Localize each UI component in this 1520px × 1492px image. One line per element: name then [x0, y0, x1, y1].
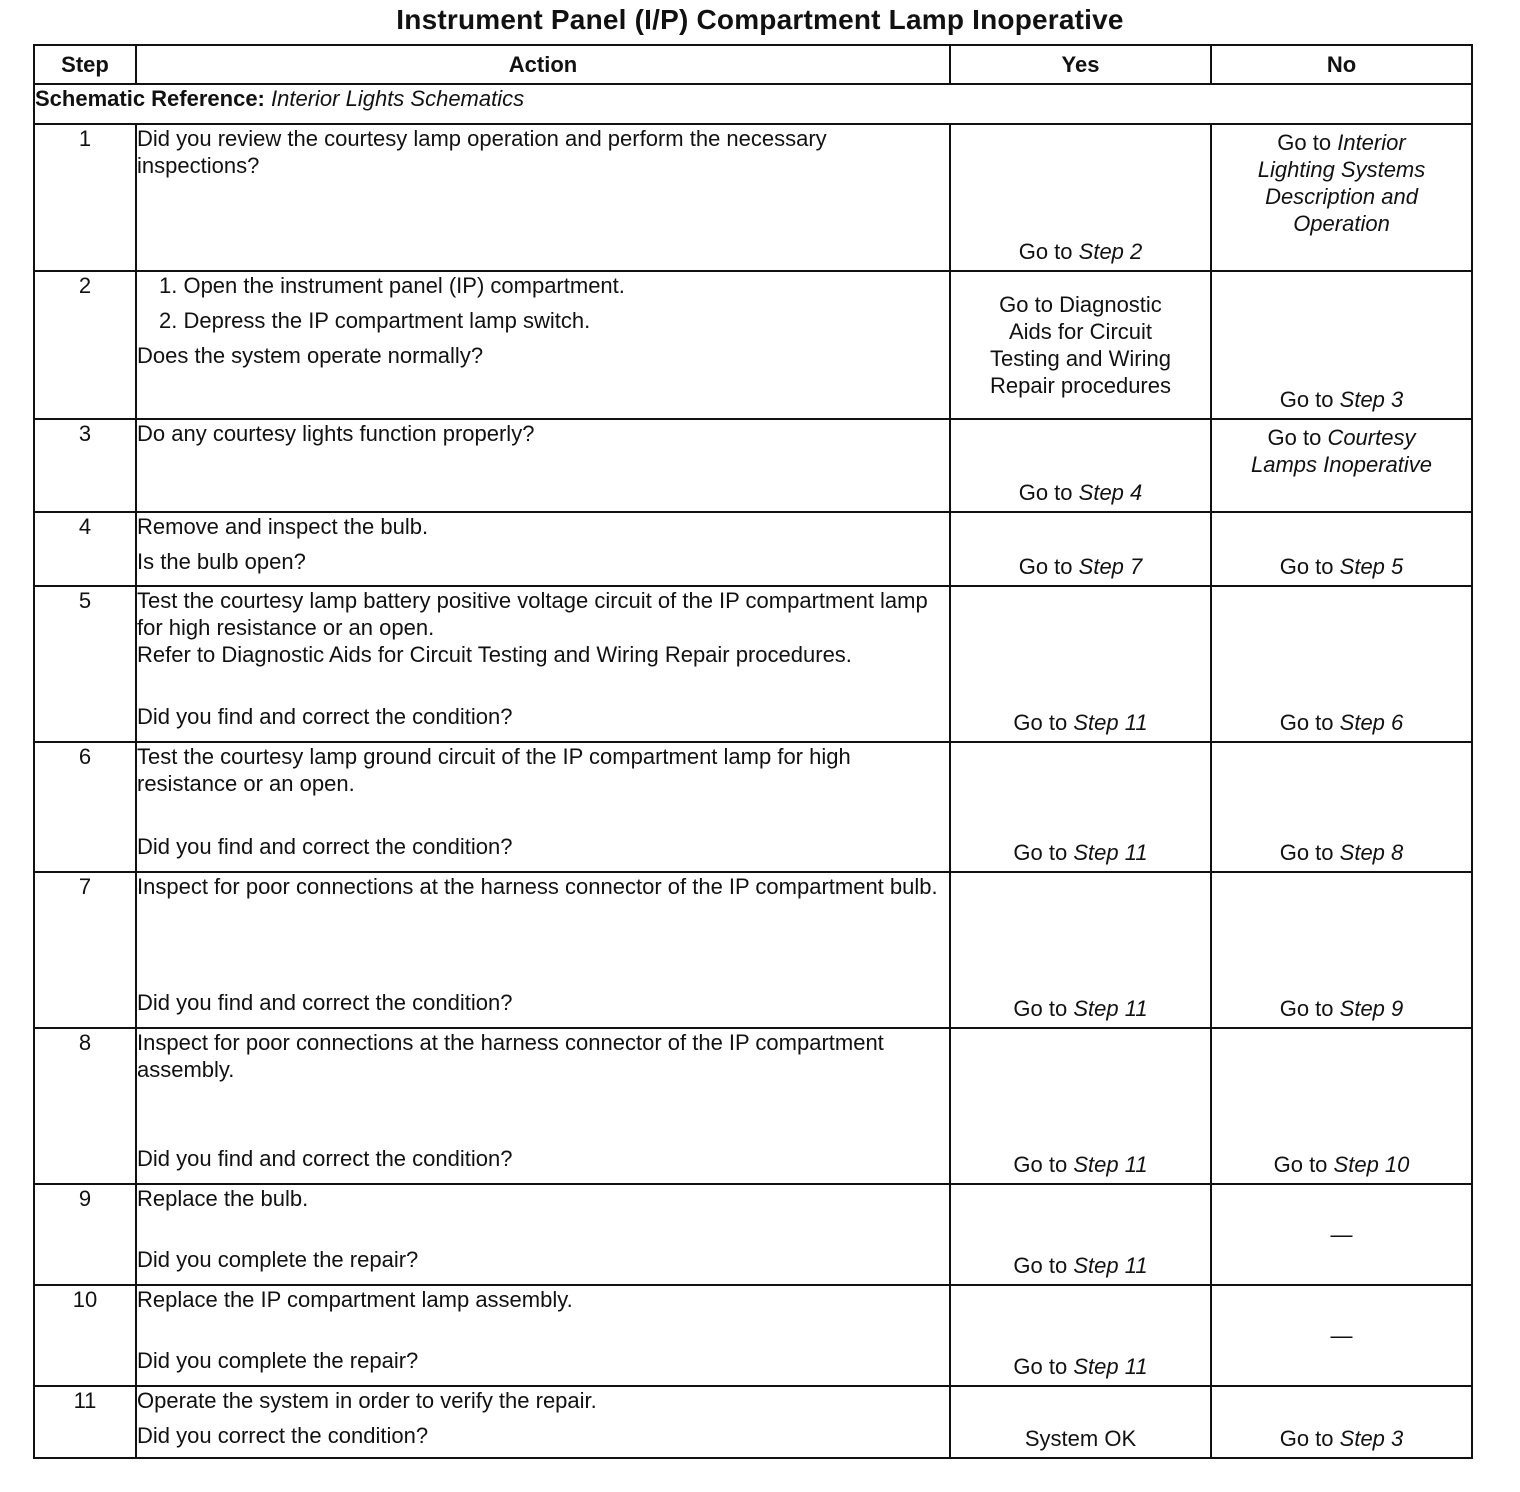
yes-cell [950, 271, 1211, 419]
action-text: Remove and inspect the bulb. [137, 514, 429, 539]
yes-target: Step 11 [1073, 1253, 1148, 1278]
action-question: Did you correct the condition? [137, 1423, 429, 1448]
diagnostic-table [33, 44, 1473, 1459]
step-number: 3 [34, 419, 136, 512]
action-question: Is the bulb open? [137, 549, 306, 574]
no-target: Step 5 [1339, 554, 1404, 579]
yes-line: Go to Diagnostic [999, 291, 1162, 317]
action-cell [136, 1028, 950, 1184]
table-row [34, 1285, 1472, 1386]
action-question: Did you complete the repair? [137, 1348, 419, 1373]
table-row [34, 1386, 1472, 1458]
table-row [34, 872, 1472, 1028]
yes-cell [950, 586, 1211, 742]
yes-cell [950, 1028, 1211, 1184]
header-row [34, 45, 1472, 84]
goto-label: Go to [1267, 425, 1322, 450]
schematic-label: Schematic Reference: [35, 86, 265, 111]
goto-label: Go to [1279, 840, 1334, 865]
goto-label: Go to [1277, 130, 1332, 155]
no-target: Step 10 [1333, 1152, 1410, 1177]
no-cell [1211, 124, 1472, 271]
yes-target: Step 11 [1073, 996, 1148, 1021]
yes-result: System OK [1024, 1426, 1137, 1451]
action-question: Did you find and correct the condition? [137, 990, 513, 1015]
table-row [34, 271, 1472, 419]
schematic-reference [34, 84, 1472, 124]
yes-target: Step 11 [1073, 1152, 1148, 1177]
action-question: Did you find and correct the condition? [137, 834, 513, 859]
goto-label: Go to [1279, 387, 1334, 412]
action-question: Did you complete the repair? [137, 1247, 419, 1272]
no-cell [1211, 1386, 1472, 1458]
action-cell [136, 1386, 950, 1458]
page-title: Instrument Panel (I/P) Compartment Lamp Inoperative [396, 4, 1124, 35]
yes-cell [950, 1386, 1211, 1458]
action-question: Did you find and correct the condition? [137, 1146, 513, 1171]
no-target: Step 8 [1339, 840, 1404, 865]
action-cell [136, 271, 950, 419]
yes-target: Step 11 [1073, 710, 1148, 735]
table-row [34, 124, 1472, 271]
action-cell [136, 1184, 950, 1285]
step-number: 5 [34, 586, 136, 742]
step-number: 10 [34, 1285, 136, 1386]
yes-target: Step 11 [1073, 840, 1148, 865]
goto-label: Go to [1018, 480, 1073, 505]
no-cell [1211, 586, 1472, 742]
action-cell [136, 872, 950, 1028]
action-question: Does the system operate normally? [137, 343, 484, 368]
action-text: Inspect for poor connections at the harness connector of the IP compartment bulb. [137, 874, 938, 899]
no-target: Step 9 [1339, 996, 1404, 1021]
yes-target: Step 11 [1073, 1354, 1148, 1379]
step-number: 6 [34, 742, 136, 872]
no-target: Step 3 [1339, 387, 1404, 412]
no-target-line: Lighting Systems [1257, 157, 1426, 182]
no-cell [1211, 742, 1472, 872]
no-target-line: Operation [1293, 211, 1390, 236]
yes-line: Testing and Wiring [990, 345, 1171, 371]
yes-target: Step 7 [1078, 554, 1143, 579]
action-text: Replace the bulb. [137, 1186, 309, 1211]
step-number: 8 [34, 1028, 136, 1184]
goto-label: Go to [1013, 840, 1068, 865]
no-target: Step 3 [1339, 1426, 1404, 1451]
goto-label: Go to [1279, 554, 1334, 579]
action-note: Refer to Diagnostic Aids for Circuit Testing and Wiring Repair procedures. [137, 642, 852, 667]
header-no: No [1211, 45, 1472, 84]
step-number: 9 [34, 1184, 136, 1285]
no-cell [1211, 872, 1472, 1028]
action-text: Operate the system in order to verify the repair. [137, 1388, 597, 1413]
no-dash: — [1330, 1221, 1353, 1247]
goto-label: Go to [1013, 710, 1068, 735]
no-cell [1211, 512, 1472, 586]
action-cell [136, 742, 950, 872]
step-number: 7 [34, 872, 136, 1028]
schematic-link: Interior Lights Schematics [271, 86, 525, 111]
yes-cell [950, 742, 1211, 872]
step-number: 11 [34, 1386, 136, 1458]
no-cell [1211, 271, 1472, 419]
action-cell [136, 124, 950, 271]
action-text: Test the courtesy lamp battery positive voltage circuit of the IP compartment lamp for high resistance or an open. [137, 588, 928, 640]
action-cell [136, 586, 950, 742]
no-target: Step 6 [1339, 710, 1404, 735]
action-text: Replace the IP compartment lamp assembly. [137, 1287, 573, 1312]
action-cell [136, 419, 950, 512]
table-row [34, 742, 1472, 872]
no-cell [1211, 1184, 1472, 1285]
schematic-row [34, 84, 1472, 124]
yes-target: Step 4 [1078, 480, 1143, 505]
action-list-item: 1. Open the instrument panel (IP) compartment. [159, 273, 625, 298]
no-target-line: Courtesy [1327, 425, 1416, 450]
goto-label: Go to [1018, 554, 1073, 579]
goto-label: Go to [1013, 1253, 1068, 1278]
goto-label: Go to [1279, 996, 1334, 1021]
yes-cell [950, 124, 1211, 271]
yes-line: Aids for Circuit [1008, 318, 1153, 344]
goto-label: Go to [1013, 1354, 1068, 1379]
yes-cell [950, 1184, 1211, 1285]
action-list-item: 2. Depress the IP compartment lamp switch. [159, 308, 591, 333]
action-question: Did you find and correct the condition? [137, 704, 513, 729]
yes-target: Step 2 [1078, 239, 1143, 264]
yes-cell [950, 419, 1211, 512]
table-row [34, 419, 1472, 512]
action-text: Inspect for poor connections at the harness connector of the IP compartment assembly. [137, 1030, 884, 1082]
yes-line: Repair procedures [990, 372, 1171, 398]
goto-label: Go to [1013, 996, 1068, 1021]
no-target-line: Interior [1337, 130, 1406, 155]
table-row [34, 586, 1472, 742]
action-text: Do any courtesy lights function properly? [137, 421, 535, 446]
goto-label: Go to [1279, 1426, 1334, 1451]
step-number: 4 [34, 512, 136, 586]
goto-label: Go to [1273, 1152, 1328, 1177]
action-cell [136, 512, 950, 586]
table-row [34, 1028, 1472, 1184]
no-cell [1211, 1285, 1472, 1386]
action-text: Test the courtesy lamp ground circuit of the IP compartment lamp for high resistance or an open. [137, 744, 851, 796]
table-row [34, 512, 1472, 586]
no-target-line: Description and [1265, 184, 1418, 209]
header-action: Action [136, 45, 950, 84]
yes-cell [950, 512, 1211, 586]
header-yes: Yes [950, 45, 1211, 84]
step-number: 1 [34, 124, 136, 271]
no-cell [1211, 1028, 1472, 1184]
action-cell [136, 1285, 950, 1386]
goto-label: Go to [1013, 1152, 1068, 1177]
no-dash: — [1330, 1322, 1353, 1348]
header-step: Step [34, 45, 136, 84]
goto-label: Go to [1018, 239, 1073, 264]
step-number: 2 [34, 271, 136, 419]
yes-cell [950, 1285, 1211, 1386]
no-cell [1211, 419, 1472, 512]
goto-label: Go to [1279, 710, 1334, 735]
table-row [34, 1184, 1472, 1285]
action-text: Did you review the courtesy lamp operation and perform the necessary inspections? [137, 126, 827, 178]
yes-cell [950, 872, 1211, 1028]
no-target-line: Lamps Inoperative [1251, 452, 1432, 477]
